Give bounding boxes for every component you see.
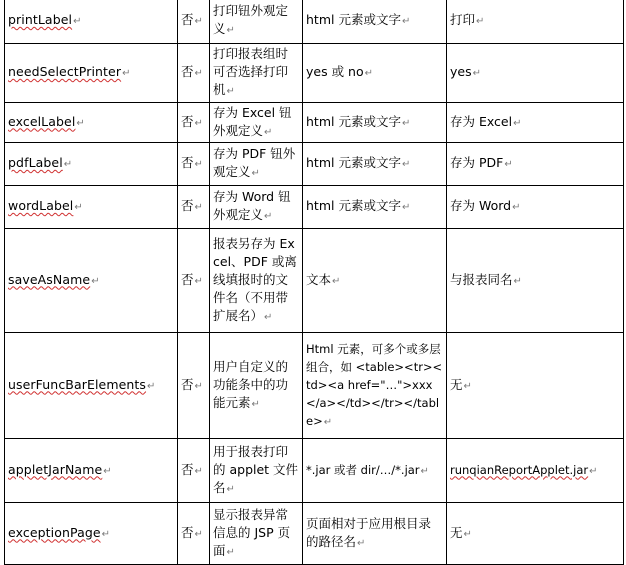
required-cell: 否↵ [178, 44, 210, 103]
default-cell: 存为 Word↵ [447, 186, 624, 229]
default-cell: runqianReportApplet.jar↵ [447, 439, 624, 503]
param-name-cell: saveAsName↵ [5, 229, 178, 333]
param-name-cell: userFuncBarElements↵ [5, 333, 178, 439]
required-cell: 否↵ [178, 103, 210, 143]
required-cell: 否↵ [178, 229, 210, 333]
description-cell: 显示报表异常信息的 JSP 页面↵ [210, 503, 303, 565]
required-cell: 否↵ [178, 333, 210, 439]
parameter-table [4, 0, 624, 565]
table-row [5, 44, 624, 103]
value-type-cell: 文本↵ [303, 229, 447, 333]
default-cell: 无↵ [447, 333, 624, 439]
description-cell: 打印钮外观定义↵ [210, 0, 303, 44]
table-row [5, 0, 624, 44]
param-name-cell: appletJarName↵ [5, 439, 178, 503]
description-cell: 存为 Excel 钮外观定义↵ [210, 103, 303, 143]
default-cell: 与报表同名↵ [447, 229, 624, 333]
description-cell: 存为 Word 钮外观定义↵ [210, 186, 303, 229]
table-row [5, 143, 624, 186]
default-cell: yes↵ [447, 44, 624, 103]
table-row [5, 229, 624, 333]
required-cell: 否↵ [178, 0, 210, 44]
value-type-cell: 页面相对于应用根目录的路径名↵ [303, 503, 447, 565]
table-row [5, 186, 624, 229]
description-cell: 用户自定义的功能条中的功能元素↵ [210, 333, 303, 439]
default-cell: 打印↵ [447, 0, 624, 44]
description-cell: 报表另存为 Excel、PDF 或离线填报时的文件名（不用带扩展名）↵ [210, 229, 303, 333]
required-cell: 否↵ [178, 143, 210, 186]
table-row [5, 333, 624, 439]
param-name-cell: exceptionPage↵ [5, 503, 178, 565]
param-name-cell: excelLabel↵ [5, 103, 178, 143]
required-cell: 否↵ [178, 439, 210, 503]
required-cell: 否↵ [178, 186, 210, 229]
value-type-cell: html 元素或文字↵ [303, 0, 447, 44]
param-name-cell: printLabel↵ [5, 0, 178, 44]
value-type-cell: Html 元素，可多个或多层组合，如 <table><tr><td><a href="…">xxx</a></td></tr></table>↵ [303, 333, 447, 439]
param-name-cell: needSelectPrinter↵ [5, 44, 178, 103]
default-cell: 存为 Excel↵ [447, 103, 624, 143]
value-type-cell: html 元素或文字↵ [303, 143, 447, 186]
value-type-cell: html 元素或文字↵ [303, 186, 447, 229]
default-cell: 存为 PDF↵ [447, 143, 624, 186]
default-cell: 无↵ [447, 503, 624, 565]
description-cell: 打印报表组时可否选择打印机↵ [210, 44, 303, 103]
value-type-cell: yes 或 no↵ [303, 44, 447, 103]
table-row [5, 503, 624, 565]
value-type-cell: *.jar 或者 dir/…/*.jar↵ [303, 439, 447, 503]
description-cell: 用于报表打印的 applet 文件名↵ [210, 439, 303, 503]
value-type-cell: html 元素或文字↵ [303, 103, 447, 143]
param-name-cell: pdfLabel↵ [5, 143, 178, 186]
table-row [5, 103, 624, 143]
required-cell: 否↵ [178, 503, 210, 565]
table-row [5, 439, 624, 503]
param-name-cell: wordLabel↵ [5, 186, 178, 229]
description-cell: 存为 PDF 钮外观定义↵ [210, 143, 303, 186]
